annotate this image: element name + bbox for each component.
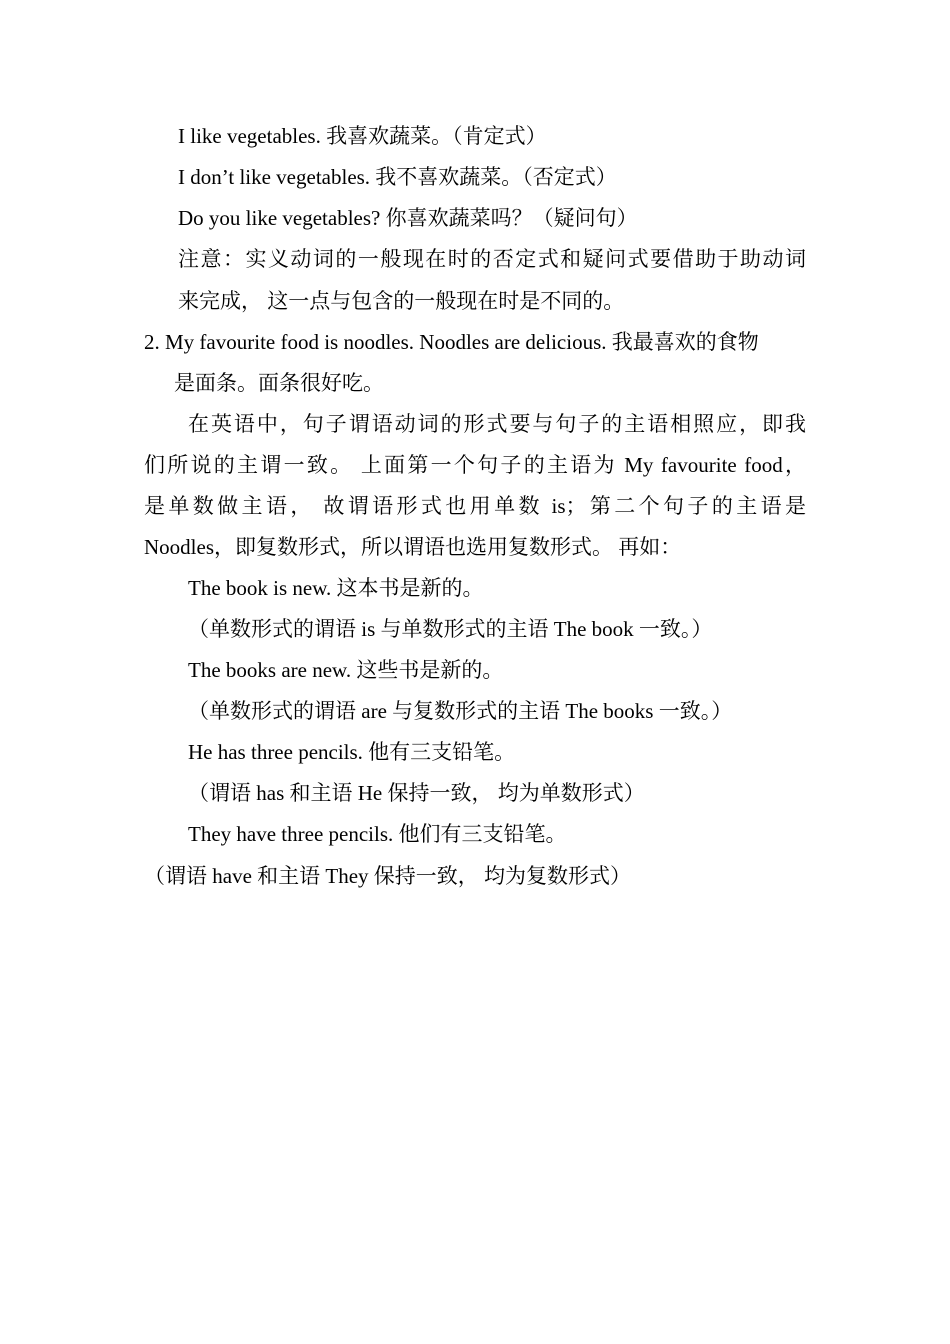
example-they-have-note: （谓语 have 和主语 They 保持一致， 均为复数形式）	[144, 864, 632, 888]
paragraph-line-1: 在英语中，句子谓语动词的形式要与句子的主语相照应，即我	[188, 412, 806, 436]
example-question: Do you like vegetables? 你喜欢蔬菜吗？（疑问句）	[178, 206, 638, 230]
note-line-1: 注意：实义动词的一般现在时的否定式和疑问式要借助于助动词	[178, 247, 806, 271]
example-book-plural-note: （单数形式的谓语 are 与复数形式的主语 The books 一致。）	[188, 699, 733, 723]
note-line-2: 来完成， 这一点与包含的一般现在时是不同的。	[178, 289, 625, 313]
example-they-have: They have three pencils. 他们有三支铅笔。	[188, 822, 567, 846]
example-he-has-note: （谓语 has 和主语 He 保持一致， 均为单数形式）	[188, 781, 645, 805]
example-affirmative: I like vegetables. 我喜欢蔬菜。（肯定式）	[178, 124, 547, 148]
example-book-singular: The book is new. 这本书是新的。	[188, 576, 484, 600]
item-2-translation: 是面条。面条很好吃。	[174, 371, 384, 395]
example-negative: I don’t like vegetables. 我不喜欢蔬菜。（否定式）	[178, 165, 617, 189]
example-he-has: He has three pencils. 他有三支铅笔。	[188, 740, 516, 764]
item-2-heading: 2. My favourite food is noodles. Noodles are delicious. 我最喜欢的食物	[144, 330, 759, 354]
paragraph-line-4: Noodles，即复数形式，所以谓语也选用复数形式。 再如：	[144, 535, 682, 559]
example-book-singular-note: （单数形式的谓语 is 与单数形式的主语 The book 一致。）	[188, 617, 713, 641]
example-book-plural: The books are new. 这些书是新的。	[188, 658, 504, 682]
paragraph-line-3: 是单数做主语， 故谓语形式也用单数 is；第二个句子的主语是	[144, 494, 806, 518]
paragraph-line-2: 们所说的主谓一致。 上面第一个句子的主语为 My favourite food，	[144, 453, 806, 477]
